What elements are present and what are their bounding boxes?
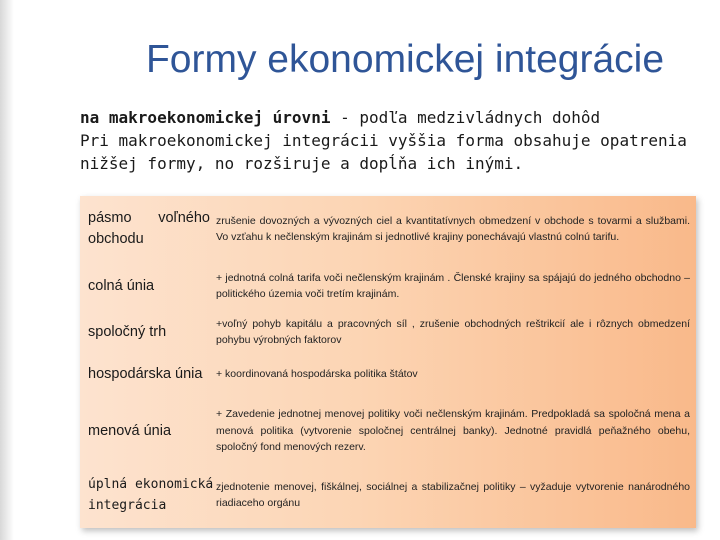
table-row: [80, 204, 696, 254]
form-term: hospodárska únia: [88, 365, 203, 382]
form-description: + koordinovaná hospodárska politika štátov: [216, 367, 418, 380]
form-description: + jednotná colná tarifa voči nečlenským krajinám . Členské krajiny sa spájajú do jedného obchodno – politického územia voči tretím krajinám.: [216, 271, 690, 300]
slide-title: Formy ekonomickej integrácie: [145, 38, 665, 81]
table-row: [80, 264, 696, 308]
form-description: + Zavedenie jednotnej menovej politiky voči nečlenským krajinám. Predpokladá sa spoločná mena a menová politika (vytvorenie spoločnej centrálnej banky). Jednotné pravidlá peňažného obehu, spoločný fond menových rezerv.: [216, 408, 690, 454]
form-term: pásmo voľného obchodu: [88, 210, 210, 247]
integration-forms-table: [80, 196, 696, 528]
form-description: zrušenie dovozných a vývozných ciel a kvantitatívnych obmedzení v obchode s tovarmi a službami. Vo vzťahu k nečlenským krajinám si jednotlivé krajiny ponechávajú vlastnú colnú tarifu.: [216, 214, 690, 243]
intro-line-3: nižšej formy, no rozširuje a dopĺňa ich inými.: [80, 154, 524, 173]
form-description: +voľný pohyb kapitálu a pracovných síl , zrušenie obchodných reštrikcií ale i rôznych obmedzení pohybu výrobných faktorov: [216, 317, 690, 346]
table-row: [80, 352, 696, 396]
form-term: spoločný trh: [88, 323, 167, 340]
intro-text: [80, 106, 720, 175]
form-term: colná únia: [88, 277, 155, 294]
intro-line-1: [80, 106, 720, 129]
table-row: [80, 401, 696, 461]
form-term: menová únia: [88, 422, 172, 439]
table-row: [80, 312, 696, 352]
table-row: [80, 472, 696, 518]
intro-lead: na makroekonomickej úrovni: [80, 108, 331, 127]
intro-line-1-rest: - podľa medzivládnych dohôd: [330, 108, 601, 127]
intro-line-2: Pri makroekonomickej integrácii vyššia forma obsahuje opatrenia: [80, 131, 687, 150]
form-term: úplná ekonomická integrácia: [88, 477, 214, 513]
form-description: zjednotenie menovej, fiškálnej, sociálnej a stabilizačnej politiky – vyžaduje vytvorenie nanárodného riadiaceho orgánu: [216, 480, 690, 509]
slide-edge-shadow: [0, 0, 14, 540]
